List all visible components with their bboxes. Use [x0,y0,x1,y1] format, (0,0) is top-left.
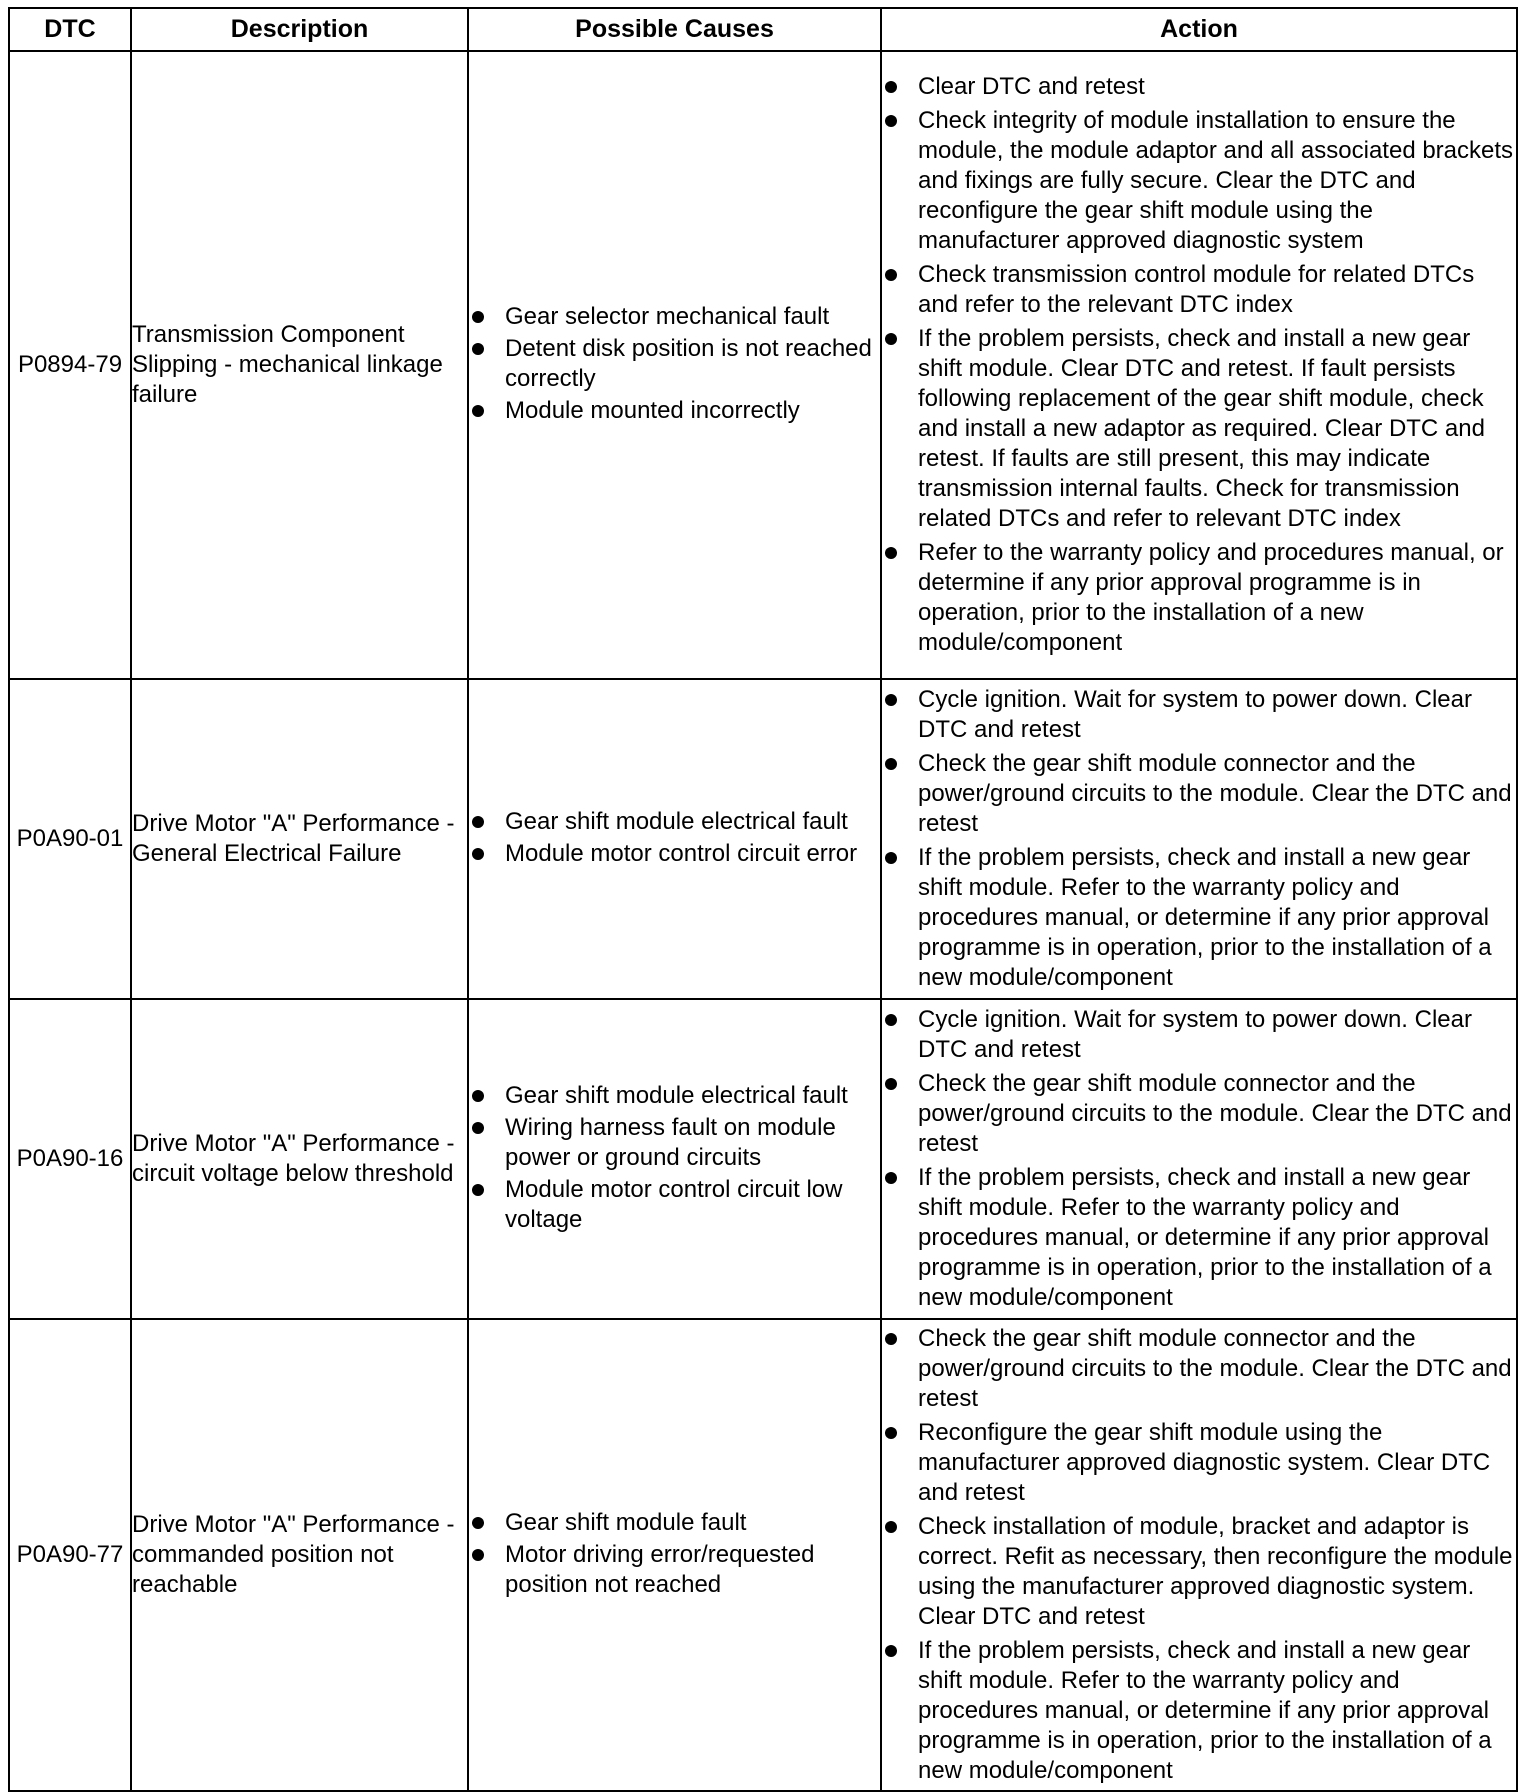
dtc-description: Drive Motor "A" Performance - circuit voltage below threshold [131,999,468,1319]
action-item: If the problem persists, check and install a new gear shift module. Refer to the warranty policy and procedures manual, or determine if any prior approval programme is in operation, prior to the installation of a new module/component [882,1636,1516,1786]
possible-causes [468,51,881,679]
table-row [9,1319,1517,1791]
dtc-code: P0A90-01 [9,679,131,999]
table-row [9,999,1517,1319]
cause-item: Wiring harness fault on module power or ground circuits [469,1113,880,1173]
action-item: Cycle ignition. Wait for system to power down. Clear DTC and retest [882,685,1516,745]
action-item: If the problem persists, check and install a new gear shift module. Clear DTC and retest. If fault persists following replacement of the gear shift module, check and install a new adaptor as required. Clear DTC and retest. If faults are still present, this may indicate transmission internal faults. Check for transmission related DTCs and refer to relevant DTC index [882,324,1516,534]
action-list [881,679,1517,999]
dtc-description: Drive Motor "A" Performance - commanded position not reachable [131,1319,468,1791]
action-item: If the problem persists, check and install a new gear shift module. Refer to the warranty policy and procedures manual, or determine if any prior approval programme is in operation, prior to the installation of a new module/component [882,1163,1516,1313]
dtc-description: Drive Motor "A" Performance - General Electrical Failure [131,679,468,999]
action-list [881,999,1517,1319]
action-item: Check the gear shift module connector and the power/ground circuits to the module. Clear the DTC and retest [882,1069,1516,1159]
cause-item: Gear shift module electrical fault [469,807,880,837]
dtc-code: P0A90-16 [9,999,131,1319]
action-item: Check the gear shift module connector and the power/ground circuits to the module. Clear the DTC and retest [882,749,1516,839]
dtc-description: Transmission Component Slipping - mechanical linkage failure [131,51,468,679]
action-item: If the problem persists, check and install a new gear shift module. Refer to the warranty policy and procedures manual, or determine if any prior approval programme is in operation, prior to the installation of a new module/component [882,843,1516,993]
action-list [881,1319,1517,1791]
action-item: Clear DTC and retest [882,72,1516,102]
dtc-code: P0894-79 [9,51,131,679]
action-item: Refer to the warranty policy and procedures manual, or determine if any prior approval programme is in operation, prior to the installation of a new module/component [882,538,1516,658]
cause-item: Gear selector mechanical fault [469,302,880,332]
table-header-row [9,8,1517,51]
cause-item: Gear shift module fault [469,1508,880,1538]
cause-item: Module motor control circuit error [469,839,880,869]
header-description: Description [131,8,468,51]
cause-item: Module mounted incorrectly [469,396,880,426]
dtc-code: P0A90-77 [9,1319,131,1791]
action-item: Check transmission control module for related DTCs and refer to the relevant DTC index [882,260,1516,320]
cause-item: Module motor control circuit low voltage [469,1175,880,1235]
cause-item: Gear shift module electrical fault [469,1081,880,1111]
possible-causes [468,1319,881,1791]
header-dtc: DTC [9,8,131,51]
action-list [881,51,1517,679]
possible-causes [468,999,881,1319]
cause-item: Detent disk position is not reached correctly [469,334,880,394]
action-item: Reconfigure the gear shift module using the manufacturer approved diagnostic system. Clear DTC and retest [882,1418,1516,1508]
action-item: Check installation of module, bracket and adaptor is correct. Refit as necessary, then reconfigure the module using the manufacturer approved diagnostic system. Clear DTC and retest [882,1512,1516,1632]
possible-causes [468,679,881,999]
dtc-table [8,7,1518,1792]
header-action: Action [881,8,1517,51]
cause-item: Motor driving error/requested position not reached [469,1540,880,1600]
action-item: Cycle ignition. Wait for system to power down. Clear DTC and retest [882,1005,1516,1065]
table-row [9,679,1517,999]
header-causes: Possible Causes [468,8,881,51]
action-item: Check integrity of module installation to ensure the module, the module adaptor and all associated brackets and fixings are fully secure. Clear the DTC and reconfigure the gear shift module using the manufacturer approved diagnostic system [882,106,1516,256]
table-row [9,51,1517,679]
action-item: Check the gear shift module connector and the power/ground circuits to the module. Clear the DTC and retest [882,1324,1516,1414]
